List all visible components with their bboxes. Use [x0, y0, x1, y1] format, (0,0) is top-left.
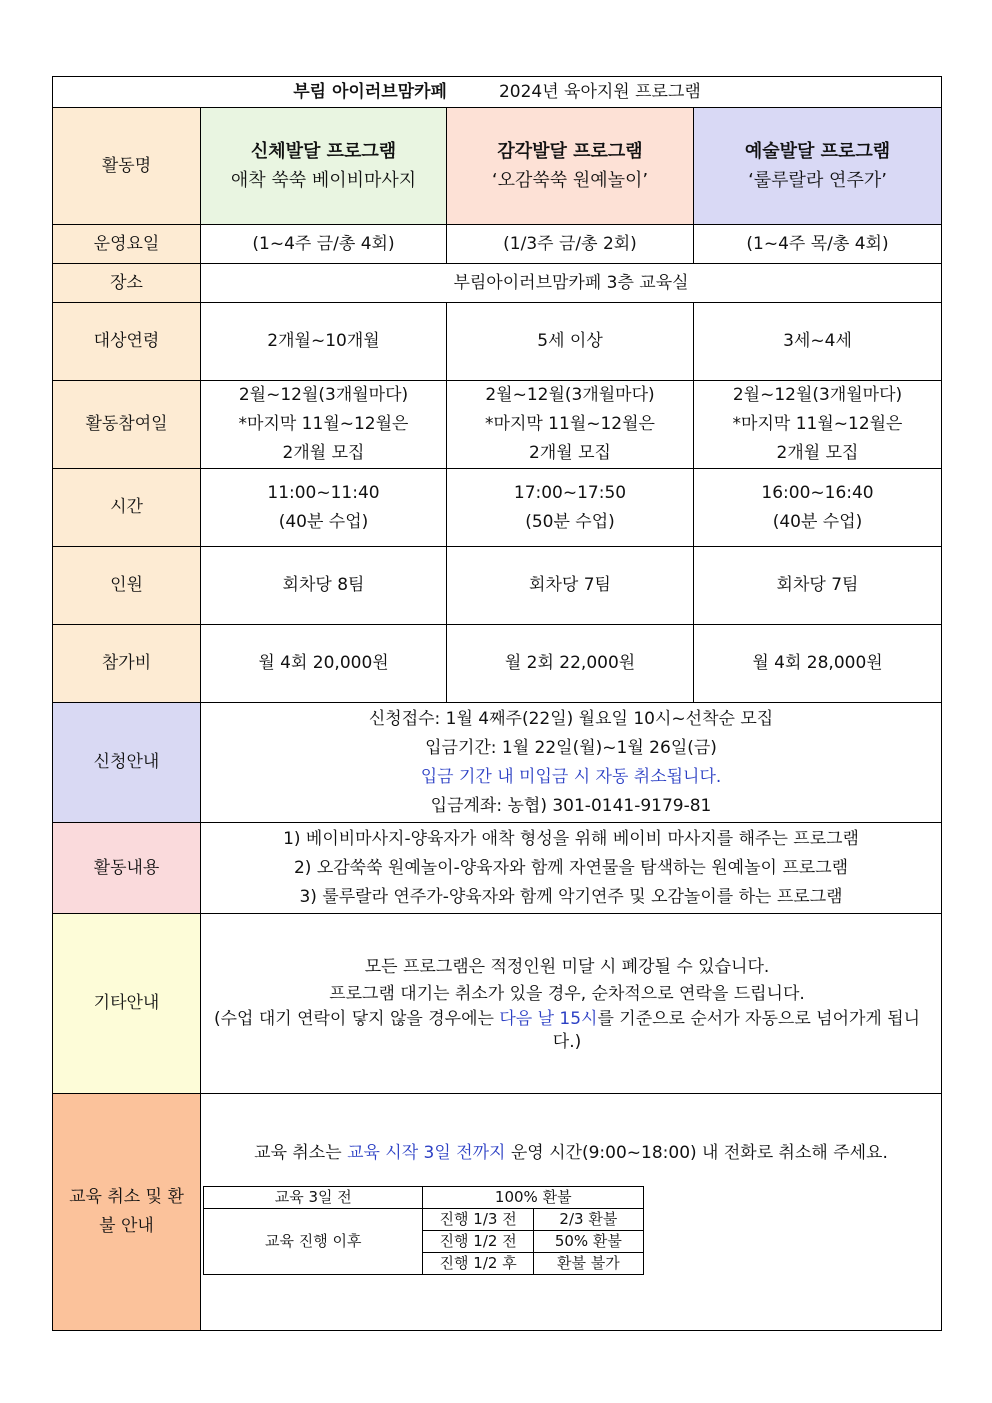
row-label-headcount: 인원	[53, 547, 201, 625]
program-3-time-range: 16:00~16:40	[761, 482, 874, 503]
payment-account: 입금계좌: 농협) 301-0141-9179-81	[430, 795, 712, 816]
program-1-months-note2: 2개월 모집	[282, 443, 365, 463]
program-2-headcount: 회차당 7팀	[447, 547, 694, 625]
payment-warning: 입금 기간 내 미입금 시 자동 취소됩니다.	[420, 766, 722, 787]
etc-line-2: 프로그램 대기는 취소가 있을 경우, 순차적으로 연락을 드립니다.	[329, 983, 805, 1004]
title-program: 2024년 육아지원 프로그램	[498, 81, 701, 102]
etc-line-3-end: 를 기준으로 순서가 자동으로 넘어가게 됩니다.)	[552, 1008, 921, 1052]
program-1-time-range: 11:00~11:40	[267, 482, 380, 503]
etc-line-3	[201, 1008, 933, 1054]
cancel-info	[201, 1094, 942, 1331]
row-label-fee: 참가비	[53, 625, 201, 703]
program-2-months-range: 2월~12월(3개월마다)	[485, 385, 655, 405]
cancel-label-text: 교육 취소 및 환불 안내	[69, 1187, 184, 1236]
cancel-deadline: 교육 시작 3일 전까지	[347, 1143, 506, 1163]
cancel-text-end: 운영 시간(9:00~18:00) 내 전화로 취소해 주세요.	[505, 1143, 888, 1163]
program-1-time	[201, 469, 447, 547]
program-1-name: 신체발달 프로그램	[250, 141, 397, 162]
payment-period: 입금기간: 1월 22일(월)~1월 26일(금)	[425, 737, 717, 758]
etc-line-1: 모든 프로그램은 적정인원 미달 시 폐강될 수 있습니다.	[364, 956, 770, 977]
program-3-day: (1~4주 목/총 4회)	[694, 225, 942, 264]
program-3-time	[694, 469, 942, 547]
etc-info	[201, 914, 942, 1094]
program-2-header	[447, 108, 694, 225]
program-1-age: 2개월~10개월	[201, 303, 447, 381]
document-title	[53, 77, 942, 108]
row-label-content: 활동내용	[53, 823, 201, 914]
program-2-months-note: *마지막 11월~12월은	[485, 414, 655, 434]
program-3-months-note: *마지막 11월~12월은	[732, 414, 903, 434]
row-label-cancel	[53, 1094, 201, 1331]
cancel-instruction	[201, 1139, 941, 1168]
program-2-duration: (50분 수업)	[525, 511, 615, 532]
program-3-subtitle: ‘룰루랄라 연주가’	[748, 170, 887, 191]
program-3-age: 3세~4세	[694, 303, 942, 381]
application-period: 신청접수: 1월 4째주(22일) 월요일 10시~선착순 모집	[368, 708, 774, 729]
program-2-months	[447, 381, 694, 469]
program-1-subtitle: 애착 쑥쑥 베이비마사지	[230, 170, 417, 191]
refund-stage: 진행 1/3 전	[423, 1209, 533, 1231]
program-2-months-note2: 2개월 모집	[529, 443, 611, 463]
program-3-months-range: 2월~12월(3개월마다)	[732, 385, 903, 405]
program-2-name: 감각발달 프로그램	[497, 141, 643, 162]
refund-table	[203, 1186, 644, 1275]
title-brand: 부림 아이러브맘카페	[293, 81, 447, 102]
program-3-headcount: 회차당 7팀	[694, 547, 942, 625]
program-2-time-range: 17:00~17:50	[513, 482, 627, 503]
program-3-fee: 월 4회 28,000원	[694, 625, 942, 703]
row-label-operation-day: 운영요일	[53, 225, 201, 264]
program-3-header	[694, 108, 942, 225]
program-1-months-note: *마지막 11월~12월은	[238, 414, 409, 434]
program-3-name: 예술발달 프로그램	[744, 141, 891, 162]
content-item-3: 3) 룰루랄라 연주가-양육자와 함께 악기연주 및 오감놀이를 하는 프로그램	[299, 886, 843, 907]
etc-line-3-highlight: 다음 날 15시	[499, 1008, 598, 1029]
program-1-duration: (40분 수업)	[278, 511, 369, 532]
row-label-target-age: 대상연령	[53, 303, 201, 381]
program-document	[52, 76, 941, 1331]
program-1-headcount: 회차당 8팀	[201, 547, 447, 625]
refund-before-label: 교육 3일 전	[204, 1187, 423, 1209]
activity-content	[201, 823, 942, 914]
refund-stage: 진행 1/2 후	[423, 1253, 533, 1275]
program-2-fee: 월 2회 22,000원	[447, 625, 694, 703]
cancel-text-start: 교육 취소는	[254, 1143, 348, 1163]
program-3-months-note2: 2개월 모집	[776, 443, 859, 463]
program-1-day: (1~4주 금/총 4회)	[201, 225, 447, 264]
program-table	[52, 76, 942, 1331]
program-2-age: 5세 이상	[447, 303, 694, 381]
refund-amount: 50% 환불	[533, 1231, 643, 1253]
refund-after-label: 교육 진행 이후	[204, 1209, 423, 1275]
application-info	[201, 703, 942, 823]
row-label-participation: 활동참여일	[53, 381, 201, 469]
program-2-time	[447, 469, 694, 547]
refund-amount: 환불 불가	[533, 1253, 643, 1275]
program-2-day: (1/3주 금/총 2회)	[447, 225, 694, 264]
program-2-subtitle: ‘오감쑥쑥 원예놀이’	[491, 170, 649, 191]
content-item-1: 1) 베이비마사지-양육자가 애착 형성을 위해 베이비 마사지를 해주는 프로그램	[283, 828, 859, 849]
program-3-duration: (40분 수업)	[772, 511, 863, 532]
row-label-place: 장소	[53, 264, 201, 303]
etc-line-3-start: (수업 대기 연락이 닿지 않을 경우에는	[213, 1008, 500, 1029]
program-1-header	[201, 108, 447, 225]
program-1-fee: 월 4회 20,000원	[201, 625, 447, 703]
refund-stage: 진행 1/2 전	[423, 1231, 533, 1253]
refund-before-value: 100% 환불	[423, 1187, 644, 1209]
program-1-months	[201, 381, 447, 469]
row-label-application: 신청안내	[53, 703, 201, 823]
content-item-2: 2) 오감쑥쑥 원예놀이-양육자와 함께 자연물을 탐색하는 원예놀이 프로그램	[293, 857, 849, 878]
program-3-months	[694, 381, 942, 469]
program-1-months-range: 2월~12월(3개월마다)	[238, 385, 409, 405]
place-value: 부림아이러브맘카페 3층 교육실	[201, 264, 942, 303]
row-label-etc: 기타안내	[53, 914, 201, 1094]
row-label-activity-name: 활동명	[53, 108, 201, 225]
refund-amount: 2/3 환불	[533, 1209, 643, 1231]
row-label-time: 시간	[53, 469, 201, 547]
